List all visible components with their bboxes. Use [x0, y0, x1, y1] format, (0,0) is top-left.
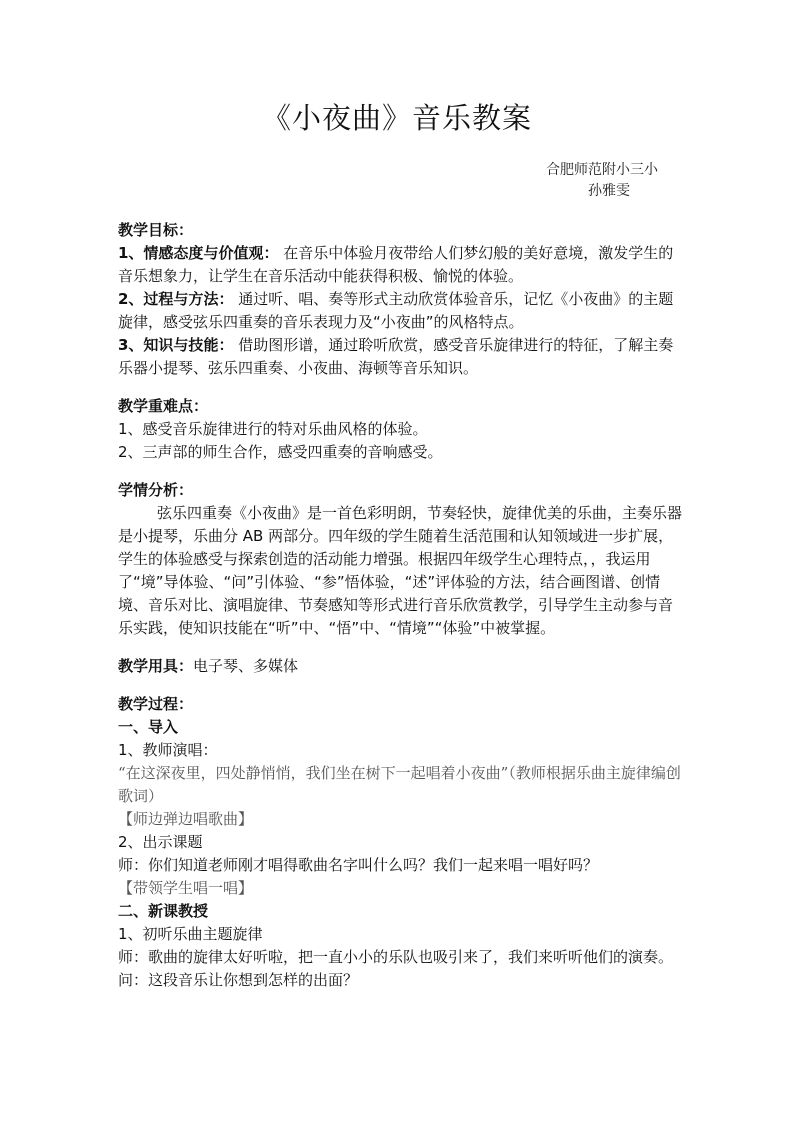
note-2: 【带领学生唱一唱】	[118, 879, 254, 897]
document-body	[118, 219, 686, 992]
lyric-line: “在这深夜里，四处静悄悄，我们坐在树下一起唱着小夜曲”（教师根据乐曲主旋律编创歌词）	[118, 764, 681, 805]
tools-text: 电子琴、多媒体	[193, 657, 299, 675]
author-name: 孙雅雯	[588, 183, 630, 199]
goal-item-2	[118, 288, 686, 334]
analysis-paragraph: 弦乐四重奏《小夜曲》是一首色彩明朗，节奏轻快，旋律优美的乐曲，主奏乐器是小提琴，乐曲分 AB 两部分。四年级的学生随着生活范围和认知领域进一步扩展，学生的体验感受与探索创造的活动能力增强。根据四年级学生心理特点，，我运用了“境”导体验、“问”引体验、“参”悟体验，“述”评体验的方法，结合画图谱、创情境、音乐对比、演唱旋律、节奏感知等形式进行音乐欣赏教学，引导学生主动参与音乐实践，使知识技能在“听”中、“悟”中、“情境”“体验”中被掌握。	[118, 504, 683, 637]
section-gap	[118, 640, 686, 655]
school-name: 合肥师范附小三小	[546, 162, 658, 178]
analysis-heading: 学情分析：	[118, 481, 194, 499]
step-2: 2、出示课题	[118, 833, 203, 851]
teacher-question-1: 师：你们知道老师刚才唱得歌曲名字叫什么吗？我们一起来唱一唱好吗？	[118, 856, 599, 874]
difficulty-item-2: 2、三声部的师生合作，感受四重奏的音响感受。	[118, 443, 443, 461]
goal-item-2-text: 通过听、唱、奏等形式主动欣赏体验音乐，记忆《小夜曲》的主题旋律，感受弦乐四重奏的音乐表现力及“小夜曲”的风格特点。	[118, 290, 674, 331]
goal-item-1	[118, 242, 686, 288]
step-1: 1、教师演唱：	[118, 741, 218, 759]
goal-item-1-text: 在音乐中体验月夜带给人们梦幻般的美好意境，激发学生的音乐想象力，让学生在音乐活动中能获得积极、愉悦的体验。	[118, 244, 674, 285]
part2-heading: 二、新课教授	[118, 902, 209, 920]
step-3: 1、初听乐曲主题旋律	[118, 925, 263, 943]
goal-item-1-label: 1、情感态度与价值观：	[118, 244, 279, 262]
goal-item-3-label: 3、知识与技能：	[118, 336, 234, 354]
difficulty-item-1: 1、感受音乐旋律进行的特对乐曲风格的体验。	[118, 420, 428, 438]
goals-heading: 教学目标：	[118, 221, 194, 239]
goal-item-3	[118, 334, 686, 380]
section-gap	[118, 380, 686, 395]
teacher-question-2: 师：歌曲的旋律太好听啦，把一直小小的乐队也吸引来了，我们来听听他们的演奏。	[118, 948, 674, 966]
section-gap	[118, 464, 686, 479]
tools-heading: 教学用具：	[118, 657, 194, 675]
tools-line	[118, 655, 686, 678]
goal-item-3-text: 借助图形谱，通过聆听欣赏，感受音乐旋律进行的特征，了解主奏乐器小提琴、弦乐四重奏、小夜曲、海顿等音乐知识。	[118, 336, 674, 377]
note-1: 【师边弹边唱歌曲】	[118, 810, 254, 828]
goal-item-2-label: 2、过程与方法：	[118, 290, 234, 308]
part1-heading: 一、导入	[118, 718, 179, 736]
difficulties-heading: 教学重难点：	[118, 397, 209, 415]
question-line: 问：这段音乐让你想到怎样的出面？	[118, 971, 359, 989]
document-title: 《小夜曲》音乐教案	[261, 101, 532, 135]
process-heading: 教学过程：	[118, 695, 194, 713]
section-gap	[118, 678, 686, 693]
